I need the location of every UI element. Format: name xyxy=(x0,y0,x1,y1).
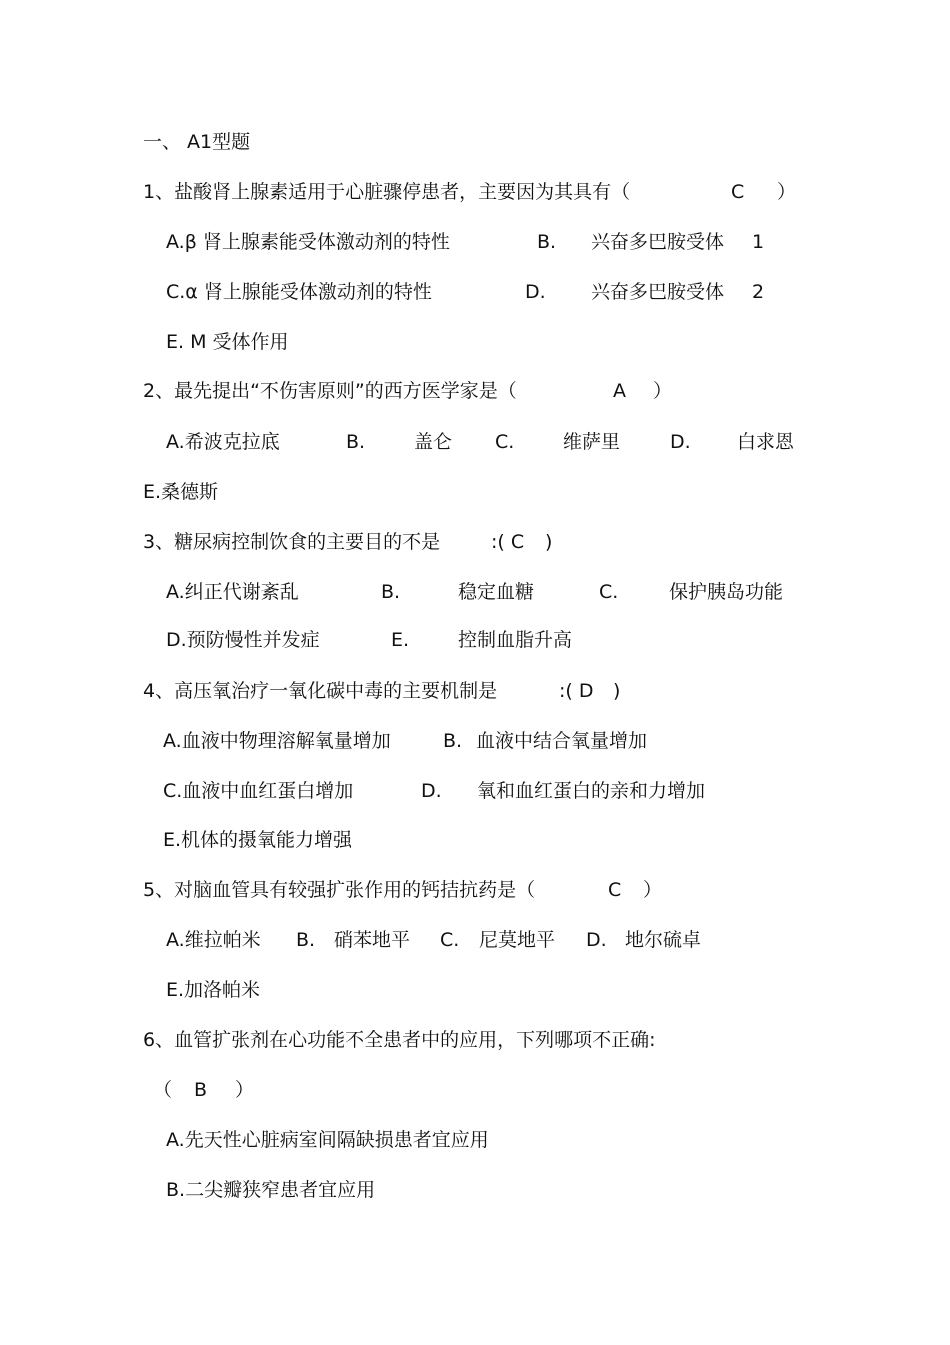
option-b-label: B. xyxy=(443,730,463,752)
option-b: B.二尖瓣狭窄患者宜应用 xyxy=(166,1179,376,1201)
question-5-stem xyxy=(143,877,683,903)
section-heading-text: 一、 A1型题 xyxy=(143,131,251,153)
option-d-text: 兴奋多巴胺受体 xyxy=(591,281,725,303)
option-d-number: 2 xyxy=(752,281,765,303)
option-a: A.β 肾上腺素能受体激动剂的特性 xyxy=(166,231,450,253)
answer-text: C xyxy=(731,181,745,203)
answer-text: :( C xyxy=(491,531,525,553)
option-b-label: B. xyxy=(381,581,401,603)
answer-text: C xyxy=(608,879,622,901)
closing-paren: ) xyxy=(613,680,621,702)
question-5-options-row-1 xyxy=(166,927,726,953)
closing-paren: ） xyxy=(643,879,663,901)
question-text: 1、盐酸肾上腺素适用于心脏骤停患者，主要因为其具有（ xyxy=(143,181,631,203)
option-b-text: 稳定血糖 xyxy=(458,581,535,603)
option-d-label: D. xyxy=(586,929,607,951)
question-3-stem xyxy=(143,529,623,555)
option-a: A.希波克拉底 xyxy=(166,431,280,453)
option-e-text: 控制血脂升高 xyxy=(458,629,573,651)
question-4-options-row-2 xyxy=(163,778,743,804)
option-c-text: 维萨里 xyxy=(563,431,621,453)
option-e-label: E. xyxy=(391,629,410,651)
question-text: 6、血管扩张剂在心功能不全患者中的应用，下列哪项不正确: xyxy=(143,1029,656,1051)
question-text: 2、最先提出“不伤害原则”的西方医学家是（ xyxy=(143,380,517,402)
question-4-stem xyxy=(143,678,643,704)
closing-paren: ） xyxy=(235,1079,255,1101)
option-d-label: D. xyxy=(525,281,546,303)
option-b-text: 血液中结合氧量增加 xyxy=(476,730,648,752)
option-c-label: C. xyxy=(440,929,460,951)
question-6-answer-line xyxy=(153,1077,273,1103)
answer-text: :( D xyxy=(559,680,594,702)
option-c-text: 保护胰岛功能 xyxy=(669,581,784,603)
opening-paren: （ xyxy=(153,1079,173,1101)
option-c: C.α 肾上腺能受体激动剂的特性 xyxy=(166,281,432,303)
option-a: A.先天性心脏病室间隔缺损患者宜应用 xyxy=(166,1129,489,1151)
option-b-label: B. xyxy=(346,431,366,453)
option-d-label: D. xyxy=(670,431,691,453)
option-e: E. M 受体作用 xyxy=(166,331,289,353)
option-b-label: B. xyxy=(537,231,557,253)
option-c-label: C. xyxy=(495,431,515,453)
closing-paren: ） xyxy=(653,380,673,402)
question-3-options-row-1 xyxy=(166,579,806,605)
question-text: 4、高压氧治疗一氧化碳中毒的主要机制是 xyxy=(143,680,498,702)
question-1-stem xyxy=(143,179,803,205)
option-e: E.加洛帕米 xyxy=(166,979,261,1001)
question-text: 5、对脑血管具有较强扩张作用的钙拮抗药是（ xyxy=(143,879,536,901)
option-a: A.纠正代谢紊乱 xyxy=(166,581,299,603)
option-a: A.维拉帕米 xyxy=(166,929,261,951)
option-d-text: 氧和血红蛋白的亲和力增加 xyxy=(477,780,706,802)
question-text: 3、糖尿病控制饮食的主要目的不是 xyxy=(143,531,441,553)
question-1-options-row-2 xyxy=(166,279,786,305)
option-d-text: 地尔硫卓 xyxy=(625,929,702,951)
option-c-text: 尼莫地平 xyxy=(479,929,556,951)
question-2-stem xyxy=(143,378,703,404)
option-c: C.血液中血红蛋白增加 xyxy=(163,780,354,802)
answer-text: B xyxy=(194,1079,208,1101)
option-a: A.血液中物理溶解氧量增加 xyxy=(163,730,391,752)
option-e: E.机体的摄氧能力增强 xyxy=(163,829,353,851)
answer-text: A xyxy=(613,380,626,402)
question-2-options-row-1 xyxy=(166,429,816,455)
option-d-text: 白求恩 xyxy=(737,431,795,453)
option-e: E.桑德斯 xyxy=(143,481,219,503)
option-b-number: 1 xyxy=(752,231,765,253)
option-b-text: 硝苯地平 xyxy=(334,929,411,951)
option-b-text: 兴奋多巴胺受体 xyxy=(591,231,725,253)
question-4-options-row-1 xyxy=(163,728,683,754)
question-1-options-row-1 xyxy=(166,229,786,255)
option-d: D.预防慢性并发症 xyxy=(166,629,320,651)
option-b-label: B. xyxy=(296,929,316,951)
option-b-text: 盖仑 xyxy=(414,431,453,453)
closing-paren: ） xyxy=(777,181,797,203)
option-d-label: D. xyxy=(421,780,442,802)
option-c-label: C. xyxy=(599,581,619,603)
question-3-options-row-2 xyxy=(166,627,606,653)
closing-paren: ) xyxy=(545,531,553,553)
